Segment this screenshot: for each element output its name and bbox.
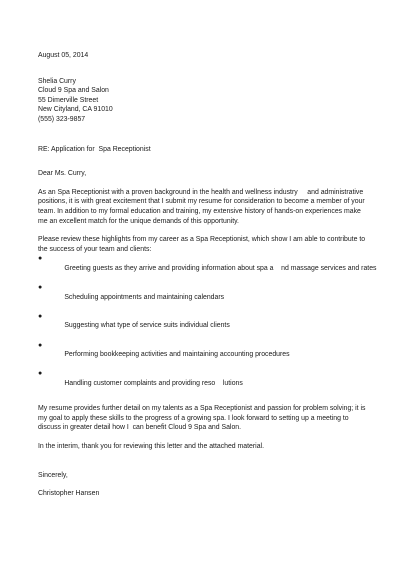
list-item-text: Suggesting what type of service suits individual clients (64, 322, 230, 330)
list-item (38, 254, 377, 283)
paragraph-line: In the interim, thank you for reviewing this letter and the attached material. (38, 443, 264, 450)
list-item-text: Performing bookkeeping activities and maintaining accounting procedures (64, 351, 290, 359)
subject-line: RE: Application for Spa Receptionist (38, 145, 151, 153)
paragraph-highlights-intro (38, 235, 373, 254)
list-item (38, 283, 373, 312)
paragraph-line: the success of your team and clients: (38, 245, 152, 253)
paragraph-line: As an Spa Receptionist with a proven background in the health and wellness industry and administrative (38, 188, 364, 196)
list-item (38, 341, 373, 370)
recipient-city-state-zip: New Cityland, CA 91010 (38, 106, 113, 114)
paragraph-line: Please review these highlights from my career as a Spa Receptionist, which show I am able to contribute to (38, 236, 366, 244)
paragraph-resume (38, 404, 373, 433)
highlights-list (38, 254, 377, 398)
list-item-text: Handling customer complaints and providing reso lutions (64, 380, 243, 388)
closing: Sincerely, (38, 471, 68, 479)
paragraph-thanks (38, 442, 373, 452)
bullet-icon: ● (38, 255, 43, 263)
letter-body (38, 51, 377, 499)
list-item-text: Scheduling appointments and maintaining calendars (64, 293, 225, 301)
paragraph-line: My resume provides further detail on my talents as a Spa Receptionist and passion for problem solving; it is (38, 405, 366, 413)
paragraph-line: my goal to apply these skills to the progress of a growing spa. I look forward to setting up a meeting to (38, 414, 349, 422)
paragraph-line: team. In addition to my formal education and training, my extensive history of hands-on experiences make (38, 207, 361, 215)
recipient-street: 55 Dimerville Street (38, 96, 99, 104)
letter-date: August 05, 2014 (38, 52, 89, 59)
list-item-text: Greeting guests as they arrive and providing information about spa a nd massage services and rates (64, 264, 377, 272)
recipient-name: Shelia Curry (38, 77, 76, 85)
bullet-icon: ● (38, 370, 43, 378)
recipient-phone: (555) 323-9857 (38, 115, 86, 123)
signature-name: Christopher Hansen (38, 490, 100, 498)
list-item (38, 369, 373, 398)
paragraph-introduction (38, 188, 373, 226)
bullet-icon: ● (38, 341, 43, 349)
recipient-address (38, 77, 373, 125)
paragraph-line: me an excellent match for the unique demands of this opportunity. (38, 217, 239, 225)
paragraph-line: discuss in greater detail how I can benefit Cloud 9 Spa and Salon. (38, 424, 242, 432)
bullet-icon: ● (38, 312, 43, 320)
salutation: Dear Ms. Curry, (38, 170, 87, 178)
paragraph-line: positions, it is with great excitement that I submit my resume for consideration to become a member of your (38, 198, 365, 206)
recipient-company: Cloud 9 Spa and Salon (38, 87, 109, 95)
list-item (38, 312, 373, 341)
bullet-icon: ● (38, 284, 43, 292)
